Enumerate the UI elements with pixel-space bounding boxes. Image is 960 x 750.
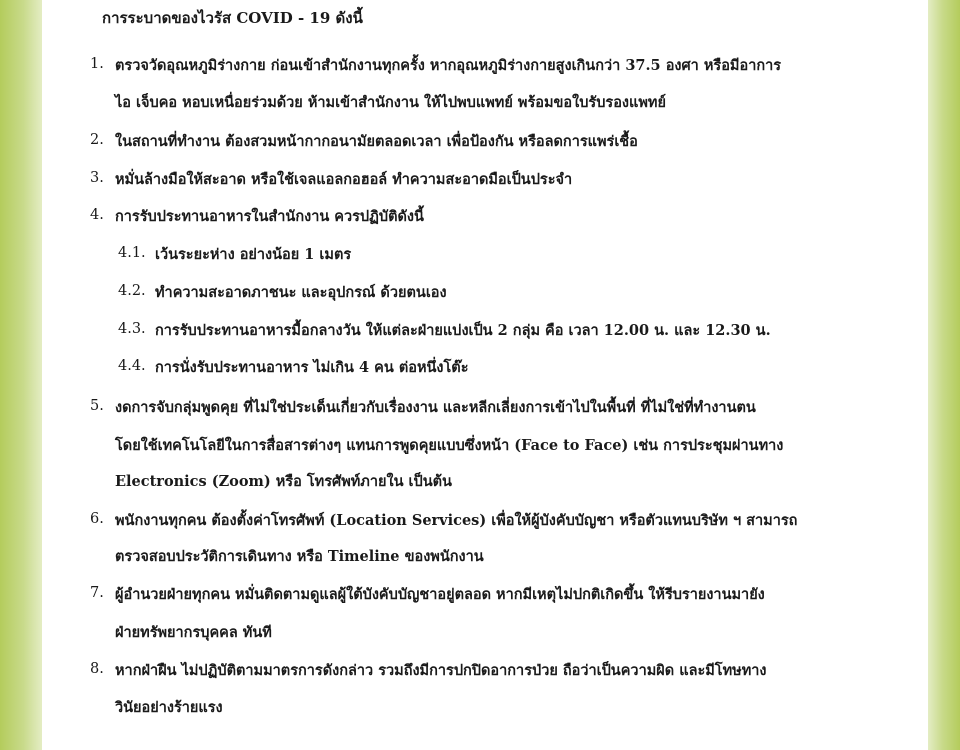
- item-line: โดยใช้เทคโนโลยีในการสื่อสารต่างๆ แทนการพูดคุยแบบซึ่งหน้า (Face to Face) เช่น การประชุมผ่านทาง: [115, 437, 784, 454]
- item-line: Electronics (Zoom) หรือ โทรศัพท์ภายใน เป็นต้น: [115, 473, 452, 490]
- item-number: 8.: [90, 661, 104, 677]
- item-line: ผู้อำนวยฝ่ายทุกคน หมั่นติดตามดูแลผู้ใต้บังคับบัญชาอยู่ตลอด หากมีเหตุไม่ปกติเกิดขึ้น ให้รีบรายงานมายัง: [115, 586, 765, 603]
- subitem-text: เว้นระยะห่าง อย่างน้อย 1 เมตร: [155, 246, 352, 263]
- item-line: ตรวจสอบประวัติการเดินทาง หรือ Timeline ของพนักงาน: [115, 548, 484, 565]
- item-line: หากฝ่าฝืน ไม่ปฏิบัติตามมาตรการดังกล่าว รวมถึงมีการปกปิดอาการป่วย ถือว่าเป็นความผิด และมีโทษทาง: [115, 662, 767, 679]
- item-line: วินัยอย่างร้ายแรง: [115, 699, 223, 716]
- item-number: 5.: [90, 398, 104, 414]
- subitem-text: การรับประทานอาหารมื้อกลางวัน ให้แต่ละฝ่ายแบ่งเป็น 2 กลุ่ม คือ เวลา 12.00 น. และ 12.30 น.: [155, 322, 771, 339]
- document-page: [42, 0, 928, 750]
- subitem-number: 4.3.: [118, 321, 146, 337]
- subitem-number: 4.4.: [118, 358, 146, 374]
- item-number: 1.: [90, 56, 104, 72]
- item-line: ไอ เจ็บคอ หอบเหนื่อยร่วมด้วย ห้ามเข้าสำนักงาน ให้ไปพบแพทย์ พร้อมขอใบรับรองแพทย์: [115, 94, 666, 111]
- item-number: 6.: [90, 511, 104, 527]
- item-line: พนักงานทุกคน ต้องตั้งค่าโทรศัพท์ (Location Services) เพื่อให้ผู้บังคับบัญชา หรือตัวแทนบริษัท ฯ สามารถ: [115, 512, 798, 529]
- item-number: 3.: [90, 170, 104, 186]
- item-number: 7.: [90, 585, 104, 601]
- item-line: งดการจับกลุ่มพูดคุย ที่ไม่ใช่ประเด็นเกี่ยวกับเรื่องงาน และหลีกเลี่ยงการเข้าไปในพื้นที่ ที่ไม่ใช่ที่ทำงานตน: [115, 399, 756, 416]
- left-green-border: [0, 0, 42, 750]
- header-text: การระบาดของไวรัส COVID - 19 ดังนี้: [102, 9, 363, 27]
- subitem-text: ทำความสะอาดภาชนะ และอุปกรณ์ ด้วยตนเอง: [155, 284, 447, 301]
- item-number: 2.: [90, 132, 104, 148]
- item-line: การรับประทานอาหารในสำนักงาน ควรปฏิบัติดังนี้: [115, 208, 424, 225]
- item-line: ตรวจวัดอุณหภูมิร่างกาย ก่อนเข้าสำนักงานทุกครั้ง หากอุณหภูมิร่างกายสูงเกินกว่า 37.5 องศา หรือมีอาการ: [115, 57, 782, 74]
- item-line: หมั่นล้างมือให้สะอาด หรือใช้เจลแอลกอฮอล์ ทำความสะอาดมือเป็นประจำ: [115, 171, 573, 188]
- right-green-border: [928, 0, 960, 750]
- item-number: 4.: [90, 207, 104, 223]
- subitem-text: การนั่งรับประทานอาหาร ไม่เกิน 4 คน ต่อหนึ่งโต๊ะ: [155, 359, 469, 376]
- subitem-number: 4.2.: [118, 283, 146, 299]
- subitem-number: 4.1.: [118, 245, 146, 261]
- item-line: ฝ่ายทรัพยากรบุคคล ทันที: [115, 624, 272, 641]
- item-line: ในสถานที่ทำงาน ต้องสวมหน้ากากอนามัยตลอดเวลา เพื่อป้องกัน หรือลดการแพร่เชื้อ: [115, 133, 638, 150]
